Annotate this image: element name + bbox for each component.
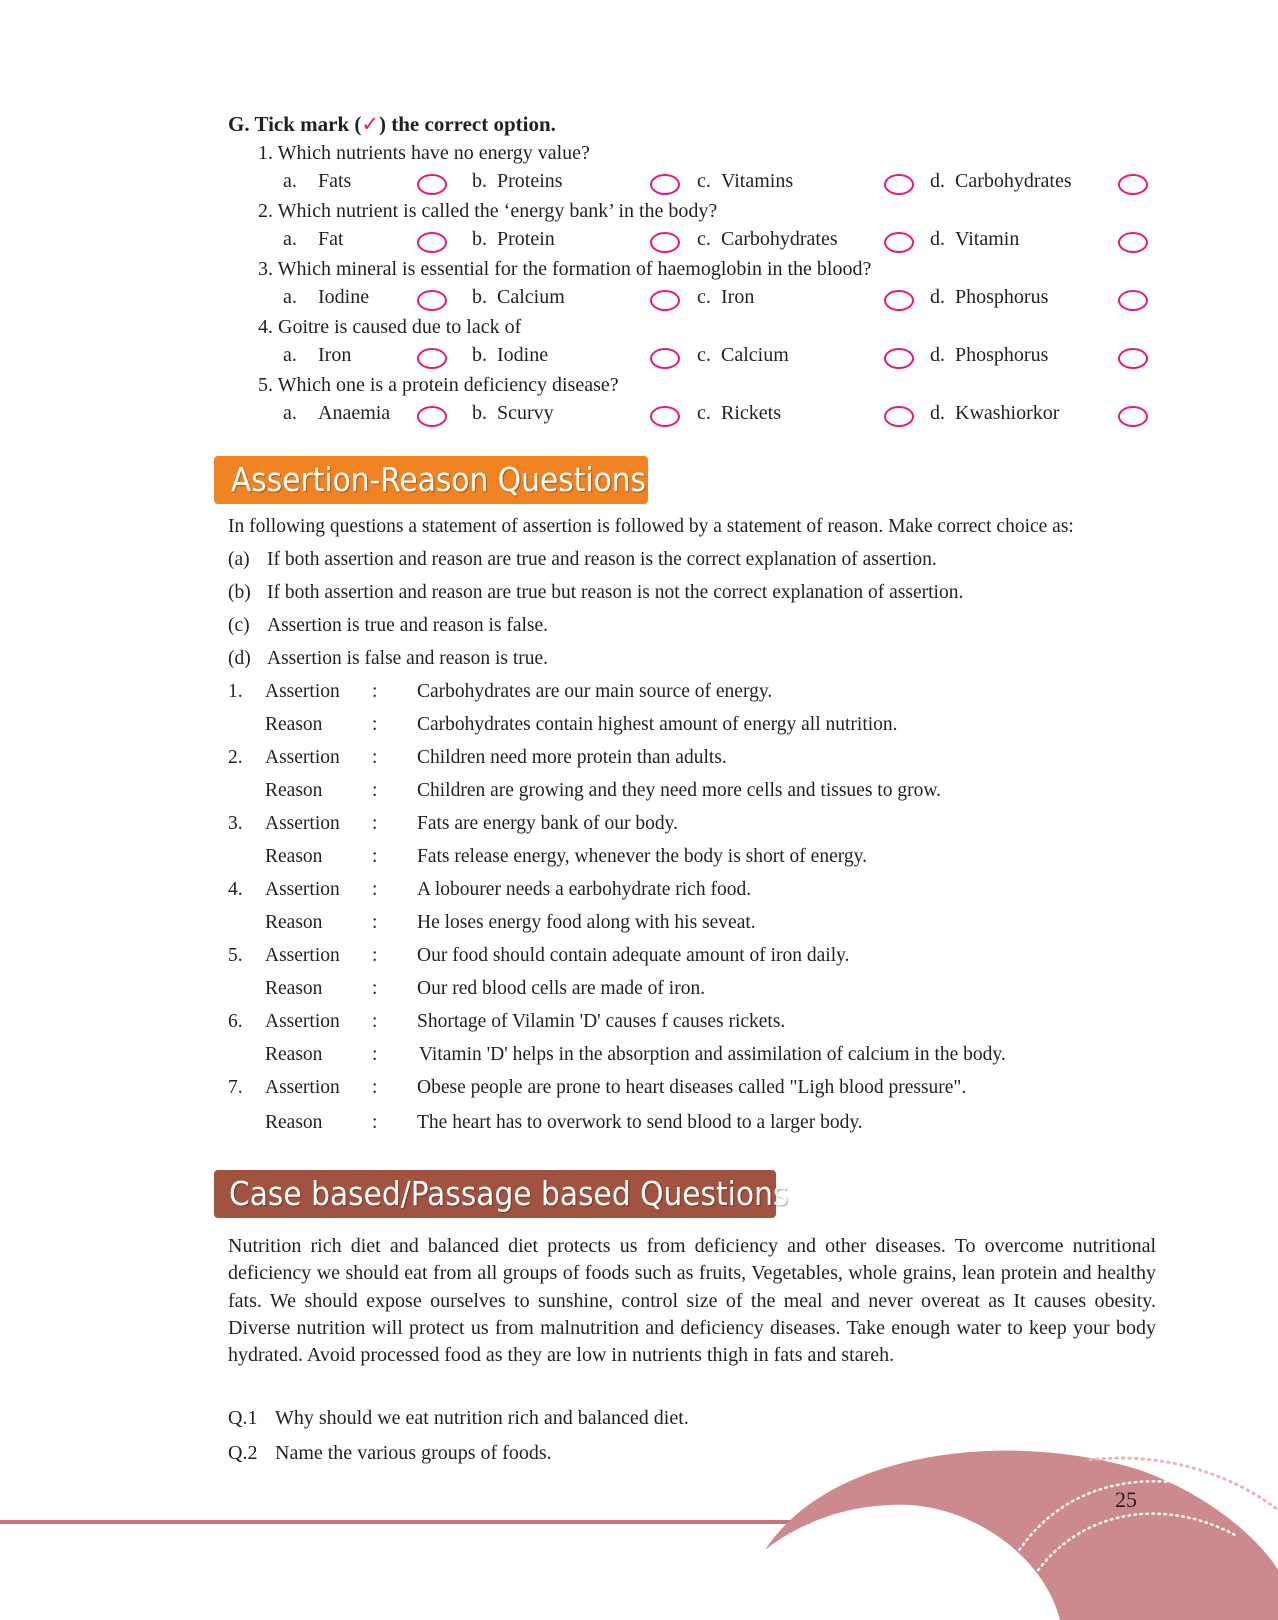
option-text: Phosphorus bbox=[955, 344, 1049, 366]
case-passage: Nutrition rich diet and balanced diet protects us from deficiency and other diseases. To overcome nutritional deficiency we should eat from all groups of foods such as fruits, Vegetables, whole grains, lean protein and healthy fats. We should expose ourselves to sunshine, control size of the meal and never overeat as It causes obesity. Diverse nutrition will protect us from malnutrition and deficiency diseases. Take enough water to keep your body hydrated. Avoid processed food as they are low in nutrients thigh in fats and stareh. bbox=[228, 1235, 1156, 1367]
assertion-label: Assertion bbox=[265, 879, 340, 900]
option-label: b. bbox=[472, 344, 487, 366]
option-label: c. bbox=[697, 170, 711, 192]
option-label: c. bbox=[697, 286, 711, 308]
reason-label: Reason bbox=[265, 912, 323, 933]
reason-label: Reason bbox=[265, 780, 323, 801]
answer-oval[interactable] bbox=[884, 174, 914, 195]
answer-oval[interactable] bbox=[650, 406, 680, 427]
ar-number: 7. bbox=[228, 1077, 243, 1098]
section-g-heading bbox=[228, 112, 556, 137]
answer-oval[interactable] bbox=[650, 174, 680, 195]
reason-text: He loses energy food along with his seveat. bbox=[417, 912, 756, 933]
option-label: b. bbox=[472, 286, 487, 308]
option-text: Iron bbox=[721, 286, 755, 308]
option-text: Carbohydrates bbox=[721, 228, 838, 250]
answer-oval[interactable] bbox=[650, 232, 680, 253]
heading-text-end: ) the correct option. bbox=[379, 112, 556, 136]
option-text: Fats bbox=[318, 170, 352, 192]
assertion-label: Assertion bbox=[265, 747, 340, 768]
choice-text: If both assertion and reason are true but reason is not the correct explanation of assertion. bbox=[267, 582, 964, 603]
option-text: Calcium bbox=[721, 344, 789, 366]
colon: : bbox=[372, 714, 378, 735]
assertion-intro: In following questions a statement of assertion is followed by a statement of reason. Make correct choice as: bbox=[228, 516, 1074, 537]
mcq-question-1: 1. Which nutrients have no energy value? bbox=[258, 142, 590, 164]
answer-oval[interactable] bbox=[884, 290, 914, 311]
case-question-text: Why should we eat nutrition rich and balanced diet. bbox=[275, 1407, 689, 1429]
option-text: Calcium bbox=[497, 286, 565, 308]
answer-oval[interactable] bbox=[650, 348, 680, 369]
assertion-reason-banner: Assertion-Reason Questions bbox=[214, 456, 648, 504]
colon: : bbox=[372, 879, 378, 900]
option-text: Proteins bbox=[497, 170, 563, 192]
assertion-text: Children need more protein than adults. bbox=[417, 747, 727, 768]
colon: : bbox=[372, 681, 378, 702]
option-text: Vitamin bbox=[955, 228, 1020, 250]
colon: : bbox=[372, 846, 378, 867]
choice-text: If both assertion and reason are true and reason is the correct explanation of assertion. bbox=[267, 549, 937, 570]
mcq-question-4: 4. Goitre is caused due to lack of bbox=[258, 316, 522, 338]
check-mark-icon: ✓ bbox=[361, 112, 380, 136]
option-label: d. bbox=[930, 286, 945, 308]
colon: : bbox=[372, 780, 378, 801]
assertion-text: Fats are energy bank of our body. bbox=[417, 813, 679, 834]
option-text: Iodine bbox=[497, 344, 549, 366]
footer-line bbox=[0, 1520, 810, 1524]
reason-text: Fats release energy, whenever the body is short of energy. bbox=[417, 846, 867, 867]
option-label: a. bbox=[283, 286, 297, 308]
assertion-text: A lobourer needs a earbohydrate rich food. bbox=[417, 879, 752, 900]
option-label: b. bbox=[472, 170, 487, 192]
option-label: a. bbox=[283, 344, 297, 366]
colon: : bbox=[372, 978, 378, 999]
answer-oval[interactable] bbox=[1118, 290, 1148, 311]
assertion-text: Carbohydrates are our main source of energy. bbox=[417, 681, 773, 702]
reason-text: Carbohydrates contain highest amount of energy all nutrition. bbox=[417, 714, 898, 735]
option-text: Vitamins bbox=[721, 170, 794, 192]
reason-text: The heart has to overwork to send blood to a larger body. bbox=[417, 1112, 863, 1133]
option-label: c. bbox=[697, 344, 711, 366]
option-text: Protein bbox=[497, 228, 555, 250]
mcq-question-5: 5. Which one is a protein deficiency disease? bbox=[258, 374, 619, 396]
answer-oval[interactable] bbox=[884, 348, 914, 369]
option-label: a. bbox=[283, 170, 297, 192]
choice-text: Assertion is true and reason is false. bbox=[267, 615, 549, 636]
option-text: Iodine bbox=[318, 286, 370, 308]
option-text: Scurvy bbox=[497, 402, 554, 424]
colon: : bbox=[372, 747, 378, 768]
reason-label: Reason bbox=[265, 846, 323, 867]
reason-text: Children are growing and they need more cells and tissues to grow. bbox=[417, 780, 942, 801]
ar-number: 4. bbox=[228, 879, 243, 900]
option-text: Kwashiorkor bbox=[955, 402, 1060, 424]
assertion-text: Shortage of Vilamin 'D' causes f causes rickets. bbox=[417, 1011, 786, 1032]
answer-oval[interactable] bbox=[417, 348, 447, 369]
option-label: b. bbox=[472, 402, 487, 424]
answer-oval[interactable] bbox=[884, 406, 914, 427]
assertion-label: Assertion bbox=[265, 681, 340, 702]
ar-number: 1. bbox=[228, 681, 243, 702]
option-text: Fat bbox=[318, 228, 344, 250]
footer-swoosh-decoration bbox=[760, 1440, 1278, 1620]
option-text: Anaemia bbox=[318, 402, 391, 424]
reason-text: Vitamin 'D' helps in the absorption and assimilation of calcium in the body. bbox=[419, 1044, 1006, 1065]
colon: : bbox=[372, 1011, 378, 1032]
option-label: d. bbox=[930, 170, 945, 192]
colon: : bbox=[372, 813, 378, 834]
reason-label: Reason bbox=[265, 714, 323, 735]
colon: : bbox=[372, 912, 378, 933]
choice-label: (a) bbox=[228, 549, 250, 570]
choice-label: (b) bbox=[228, 582, 251, 603]
option-label: a. bbox=[283, 228, 297, 250]
option-label: c. bbox=[697, 402, 711, 424]
option-text: Rickets bbox=[721, 402, 781, 424]
choice-label: (c) bbox=[228, 615, 250, 636]
colon: : bbox=[372, 1112, 378, 1133]
option-label: c. bbox=[697, 228, 711, 250]
assertion-text: Our food should contain adequate amount of iron daily. bbox=[417, 945, 850, 966]
case-question-text: Name the various groups of foods. bbox=[275, 1442, 552, 1464]
answer-oval[interactable] bbox=[1118, 348, 1148, 369]
heading-text-start: G. Tick mark ( bbox=[228, 112, 362, 136]
option-label: d. bbox=[930, 344, 945, 366]
answer-oval[interactable] bbox=[417, 406, 447, 427]
answer-oval[interactable] bbox=[417, 232, 447, 253]
case-question-label: Q.2 bbox=[228, 1442, 258, 1464]
assertion-label: Assertion bbox=[265, 1011, 340, 1032]
answer-oval[interactable] bbox=[1118, 406, 1148, 427]
assertion-text: Obese people are prone to heart diseases called "Ligh blood pressure". bbox=[417, 1077, 967, 1098]
option-label: d. bbox=[930, 402, 945, 424]
reason-label: Reason bbox=[265, 1112, 323, 1133]
colon: : bbox=[372, 945, 378, 966]
ar-number: 5. bbox=[228, 945, 243, 966]
reason-label: Reason bbox=[265, 1044, 323, 1065]
colon: : bbox=[372, 1044, 378, 1065]
colon: : bbox=[372, 1077, 378, 1098]
mcq-question-3: 3. Which mineral is essential for the formation of haemoglobin in the blood? bbox=[258, 258, 872, 280]
option-text: Phosphorus bbox=[955, 286, 1049, 308]
answer-oval[interactable] bbox=[1118, 232, 1148, 253]
answer-oval[interactable] bbox=[884, 232, 914, 253]
reason-label: Reason bbox=[265, 978, 323, 999]
option-label: b. bbox=[472, 228, 487, 250]
page-number: 25 bbox=[1115, 1487, 1137, 1512]
assertion-label: Assertion bbox=[265, 945, 340, 966]
ar-number: 6. bbox=[228, 1011, 243, 1032]
case-question-label: Q.1 bbox=[228, 1407, 258, 1429]
choice-label: (d) bbox=[228, 648, 251, 669]
reason-text: Our red blood cells are made of iron. bbox=[417, 978, 706, 999]
case-based-banner: Case based/Passage based Questions bbox=[214, 1170, 776, 1218]
answer-oval[interactable] bbox=[650, 290, 680, 311]
option-label: d. bbox=[930, 228, 945, 250]
option-label: a. bbox=[283, 402, 297, 424]
answer-oval[interactable] bbox=[417, 290, 447, 311]
mcq-question-2: 2. Which nutrient is called the ‘energy bank’ in the body? bbox=[258, 200, 718, 222]
choice-text: Assertion is false and reason is true. bbox=[267, 648, 549, 669]
assertion-label: Assertion bbox=[265, 1077, 340, 1098]
answer-oval[interactable] bbox=[417, 174, 447, 195]
option-text: Iron bbox=[318, 344, 352, 366]
assertion-label: Assertion bbox=[265, 813, 340, 834]
ar-number: 3. bbox=[228, 813, 243, 834]
ar-number: 2. bbox=[228, 747, 243, 768]
option-text: Carbohydrates bbox=[955, 170, 1072, 192]
answer-oval[interactable] bbox=[1118, 174, 1148, 195]
